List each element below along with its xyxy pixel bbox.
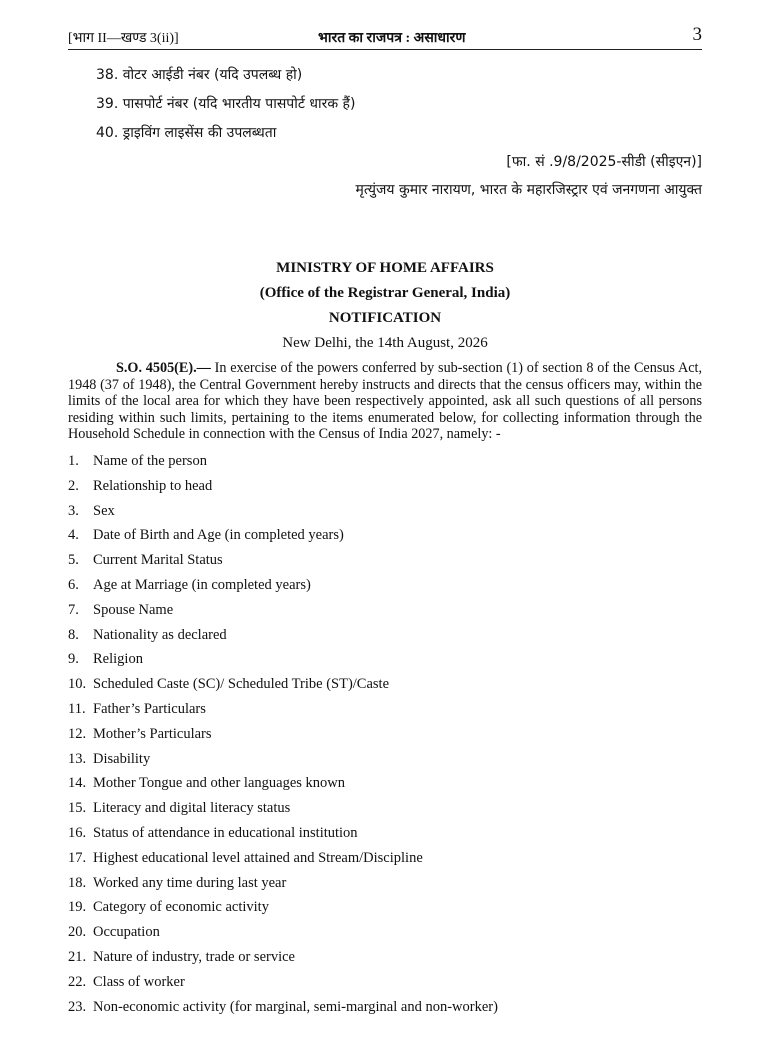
item-text: Occupation: [93, 924, 160, 941]
item-number: 2.: [68, 477, 79, 494]
list-item: [68, 551, 702, 576]
list-item: [68, 452, 702, 477]
item-number: 6.: [68, 576, 79, 593]
item-text: Sex: [93, 502, 115, 519]
item-text: Religion: [93, 651, 143, 668]
item-text: Current Marital Status: [93, 552, 223, 569]
item-number: 8.: [68, 626, 79, 643]
item-number: 22.: [68, 973, 87, 990]
item-text: Relationship to head: [93, 477, 213, 494]
item-number: 23.: [68, 998, 87, 1015]
item-number: 10.: [68, 676, 87, 693]
list-item: [68, 849, 702, 874]
office-heading: (Office of the Registrar General, India): [259, 285, 511, 301]
item-number: 15.: [68, 800, 87, 817]
header-gazette-title: भारत का राजपत्र : असाधारण: [318, 31, 466, 46]
ministry-heading: MINISTRY OF HOME AFFAIRS: [276, 260, 494, 276]
item-number: 9.: [68, 651, 79, 668]
list-item: [68, 700, 702, 725]
item-text: Worked any time during last year: [93, 874, 287, 891]
header-divider: [68, 49, 702, 50]
hindi-item-39: 39. पासपोर्ट नंबर (यदि भारतीय पासपोर्ट धारक हैं): [96, 96, 356, 112]
signatory: मृत्युंजय कुमार नारायण, भारत के महारजिस्ट्रार एवं जनगणना आयुक्त: [355, 182, 702, 198]
list-item: [68, 948, 702, 973]
item-number: 13.: [68, 750, 87, 767]
item-number: 7.: [68, 601, 79, 618]
item-number: 11.: [68, 700, 86, 717]
page-number: 3: [692, 24, 702, 45]
list-item: [68, 750, 702, 775]
item-number: 1.: [68, 453, 79, 469]
item-text: Category of economic activity: [93, 899, 269, 916]
list-item: [68, 650, 702, 675]
item-text: Spouse Name: [93, 601, 174, 618]
list-item: [68, 973, 702, 998]
file-number: [फा. सं .9/8/2025-सीडी (सीइएन)]: [506, 154, 702, 170]
item-number: 3.: [68, 502, 79, 519]
notification-body: [68, 360, 702, 443]
list-item: [68, 526, 702, 551]
list-item: [68, 675, 702, 700]
item-number: 12.: [68, 725, 87, 742]
item-number: 4.: [68, 527, 79, 544]
list-item: [68, 601, 702, 626]
list-item: [68, 824, 702, 849]
list-item: [68, 725, 702, 750]
item-text: Name of the person: [93, 453, 207, 469]
list-item: [68, 874, 702, 899]
item-text: Status of attendance in educational institution: [93, 824, 358, 841]
notification-heading: NOTIFICATION: [328, 310, 442, 326]
list-item: [68, 626, 702, 651]
item-text: Scheduled Caste (SC)/ Scheduled Tribe (ST)/Caste: [93, 676, 390, 693]
hindi-item-38: 38. वोटर आईडी नंबर (यदि उपलब्ध हो): [96, 67, 303, 83]
item-text: Highest educational level attained and Stream/Discipline: [93, 849, 423, 866]
item-number: 19.: [68, 899, 87, 916]
place-date: New Delhi, the 14th August, 2026: [282, 335, 488, 351]
list-item: [68, 774, 702, 799]
item-text: Mother Tongue and other languages known: [93, 775, 346, 792]
item-number: 18.: [68, 874, 87, 891]
item-text: Date of Birth and Age (in completed years): [93, 527, 344, 544]
list-item: [68, 898, 702, 923]
order-text: In exercise of the powers conferred by sub-section (1) of section 8 of the Census Act, 1948 (37 of 1948), the Central Government hereby instructs and directs that the census officers may, within the limits of the local area for which they have been respectively appointed, ask all such questions of all persons residing within such limits, pertaining to the items enumerated below, for collecting information through the Household Schedule in connection with the Census of India 2027, namely: -: [68, 360, 702, 443]
list-item: [68, 477, 702, 502]
list-item: [68, 799, 702, 824]
item-text: Literacy and digital literacy status: [93, 800, 291, 817]
item-text: Father’s Particulars: [93, 700, 206, 717]
item-number: 17.: [68, 849, 87, 866]
item-text: Nature of industry, trade or service: [93, 948, 295, 965]
item-number: 16.: [68, 824, 87, 841]
item-text: Non-economic activity (for marginal, semi-marginal and non-worker): [93, 998, 498, 1015]
list-item: [68, 923, 702, 948]
header-section-label: [भाग II—खण्ड 3(ii)]: [68, 31, 179, 46]
item-number: 20.: [68, 924, 87, 941]
item-number: 14.: [68, 775, 87, 792]
page-header: [68, 24, 702, 48]
item-number: 21.: [68, 948, 87, 965]
hindi-item-40: 40. ड्राइविंग लाइसेंस की उपलब्धता: [96, 125, 277, 141]
census-items-list: [68, 452, 702, 1022]
item-text: Mother’s Particulars: [93, 725, 212, 742]
list-item: [68, 998, 702, 1023]
order-number: S.O. 4505(E).—: [116, 360, 211, 376]
item-text: Class of worker: [93, 973, 185, 990]
item-text: Disability: [93, 750, 151, 767]
item-text: Nationality as declared: [93, 626, 227, 643]
item-number: 5.: [68, 552, 79, 569]
list-item: [68, 502, 702, 527]
item-text: Age at Marriage (in completed years): [93, 576, 311, 593]
list-item: [68, 576, 702, 601]
